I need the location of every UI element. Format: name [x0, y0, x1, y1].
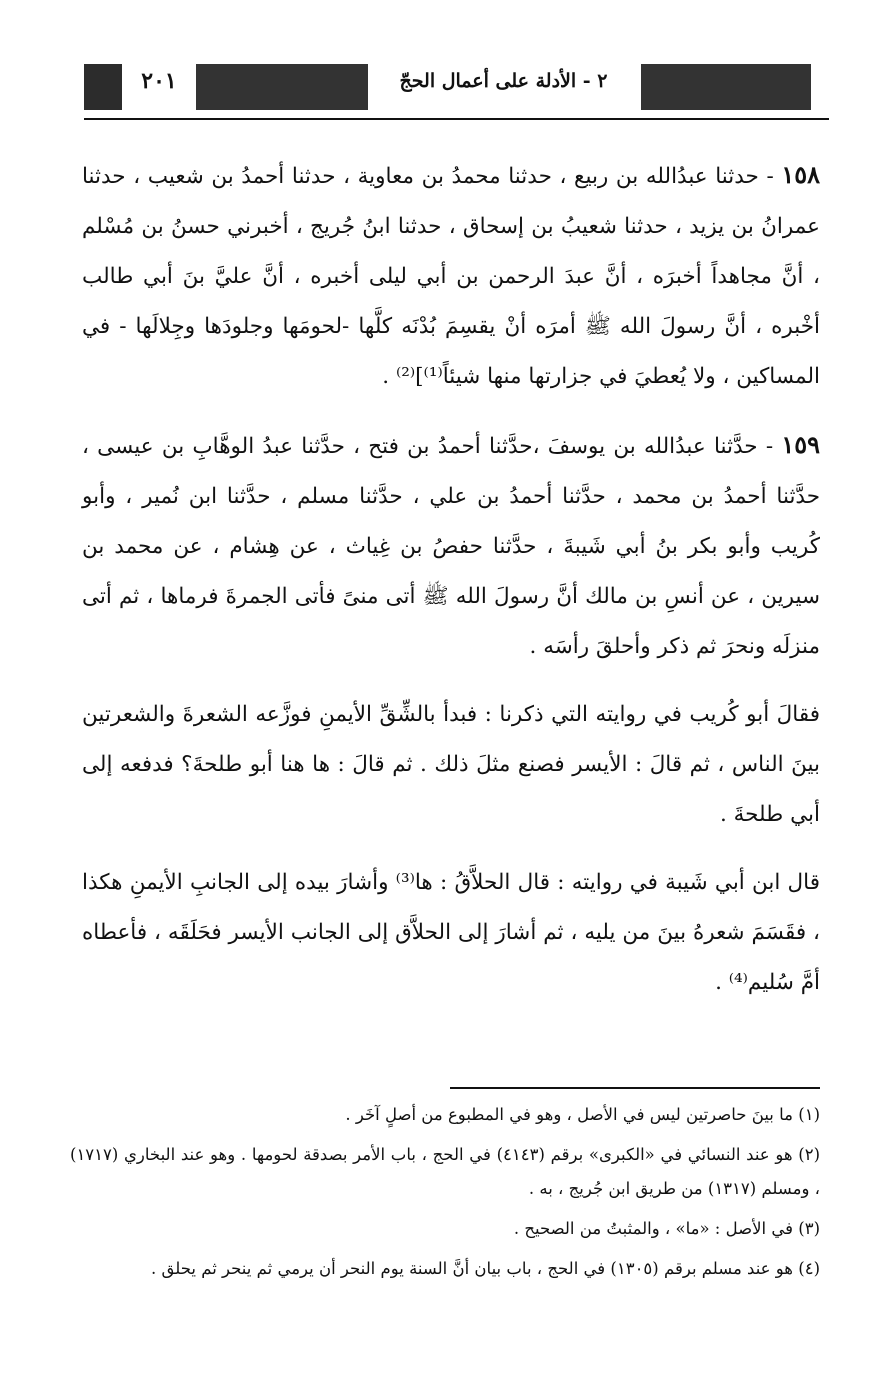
- footnote: (١) ما بينَ حاصرتين ليس في الأصل ، وهو في المطبوع من أصلٍ آخَر .: [345, 1105, 820, 1124]
- commentary-text: فقالَ أبو كُريب في روايته التي ذكرنا : فبدأ بالشِّقِّ الأيمنِ فوزَّعه الشعرةَ والشعرتين بينَ الناس ، ثم قالَ : الأيسر فصنع مثلَ ذلك . ثم قالَ : ها هنا أبو طلحةَ؟ فدفعه إلى أبي طلحةَ .: [82, 702, 820, 827]
- footnote-separator: [450, 1087, 820, 1089]
- hadith-paragraph: [82, 420, 820, 672]
- commentary-paragraph: [82, 690, 820, 840]
- footnotes: [70, 1098, 820, 1292]
- commentary-paragraph: [82, 858, 820, 1008]
- hadith-paragraph: [82, 150, 820, 402]
- footnote: (٣) في الأصل : «ما» ، والمثبتُ من الصحيح .: [513, 1219, 820, 1238]
- main-text: [82, 150, 820, 1026]
- hadith-number: ١٥٨: [781, 160, 820, 189]
- header-shade-middle: [196, 64, 368, 110]
- header-rule: [84, 118, 829, 120]
- footnote: (٢) هو عند النسائي في «الكبرى» برقم (٤١٤٣) في الحج ، باب الأمر بصدقة لحومها . وهو عند البخاري (١٧١٧) ، ومسلم (١٣١٧) من طريق ابن جُريج ، به .: [70, 1145, 820, 1198]
- page-header: [84, 58, 829, 124]
- running-title: ٢ - الأدلة على أعمال الحجّ: [399, 70, 608, 92]
- page-number: ٢٠١: [141, 68, 177, 94]
- header-shade-left: [84, 64, 122, 110]
- hadith-text: - حدثنا عبدُالله بن ربيع ، حدثنا محمدُ بن معاوية ، حدثنا أحمدُ بن شعيب ، حدثنا عمرانُ بن يزيد ، حدثنا شعيبُ بن إسحاق ، حدثنا ابنُ جُريج ، أخبرني حسنُ بن مُسْلم ، أنَّ مجاهداً أخبرَه ، أنَّ عبدَ الرحمن بن أبي ليلى أخبره ، أنَّ عليَّ بنَ أبي طالب أخْبره ، أنَّ رسولَ الله ﷺ أمرَه أنْ يقسِمَ بُدْنَه كلَّها -لحومَها وجلودَها وجِلالَها - في المساكين ، ولا يُعطيَ في جزارتها منها شيئاً⁽¹⁾]⁽²⁾ .: [82, 164, 820, 389]
- hadith-text: - حدَّثنا عبدُالله بن يوسفَ ،حدَّثنا أحمدُ بن فتح ، حدَّثنا عبدُ الوهَّابِ بن عيسى ، حدَّثنا أحمدُ بن محمد ، حدَّثنا أحمدُ بن علي ، حدَّثنا مسلم ، حدَّثنا ابن نُمير ، وأبو كُريب وأبو بكر بنُ أبي شَيبةَ ، حدَّثنا حفصُ بن غِياث ، عن هِشام ، عن محمد بن سيرين ، عن أنسِ بن مالك أنَّ رسولَ الله ﷺ أتى منىً فأتى الجمرةَ فرماها ، ثم أتى منزلَه ونحرَ ثم ذكر وأحلقَ رأسَه .: [82, 434, 820, 659]
- footnote: (٤) هو عند مسلم برقم (١٣٠٥) في الحج ، باب بيان أنَّ السنة يوم النحر أن يرمي ثم ينحر ثم يحلق .: [151, 1259, 820, 1278]
- commentary-text: قال ابن أبي شَيبة في روايته : قال الحلاَّقُ : ها⁽³⁾ وأشارَ بيده إلى الجانبِ الأيمنِ هكذا ، فقَسَمَ شعرهُ بينَ من يليه ، ثم أشارَ إلى الحلاَّق إلى الجانب الأيسر فحَلَقَه ، فأعطاه أمَّ سُليم⁽⁴⁾ .: [82, 870, 821, 995]
- header-shade-right: [641, 64, 811, 110]
- hadith-number: ١٥٩: [781, 430, 820, 459]
